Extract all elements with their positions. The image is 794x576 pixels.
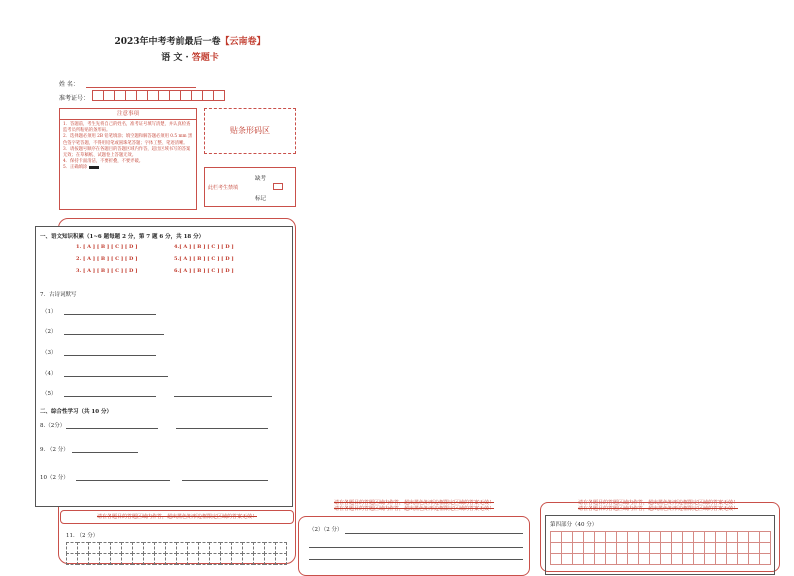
warning-box: [60, 510, 294, 524]
answer-line[interactable]: [76, 480, 170, 481]
warning-text: 请在各题目的答题区域内作答，超出黑色矩形边框限定区域的答案无效！ 请在各题目的答题区域内作答，超出黑色矩形边框限定区域的答案无效！: [577, 500, 738, 512]
answer-line[interactable]: [309, 547, 523, 548]
choice-3[interactable]: 3. [ A ] [ B ] [ C ] [ D ]: [76, 268, 138, 274]
q11-label: 11. （2 分）: [66, 533, 99, 539]
main-answer-box: [35, 226, 293, 507]
section2-heading: 二、综合性学习（共 10 分）: [40, 409, 112, 415]
choice-4[interactable]: 4.[ A ] [ B ] [ C ] [ D ]: [174, 244, 234, 250]
choice-2[interactable]: 2. [ A ] [ B ] [ C ] [ D ]: [76, 256, 138, 262]
notice-item: 5．正确填涂: [63, 165, 193, 171]
absent-left-label: 此栏考生禁填: [208, 185, 239, 191]
composition-grid[interactable]: [550, 531, 770, 564]
absent-label-bottom: 标记: [255, 196, 267, 202]
part4-box: [545, 515, 775, 575]
choice-6[interactable]: 6.[ A ] [ B ] [ C ] [ D ]: [174, 268, 234, 274]
name-label: 姓 名：: [59, 81, 79, 88]
answer-line[interactable]: [64, 355, 156, 356]
answer-line[interactable]: [345, 533, 523, 534]
blank-label: （3）: [42, 350, 57, 356]
name-field[interactable]: [86, 87, 196, 88]
q10-label: 10（2 分）: [40, 475, 69, 481]
subject-text: 语 文 ·: [161, 53, 192, 63]
blank-label: （2）: [42, 329, 57, 335]
page-subtitle: [0, 50, 380, 63]
answer-line[interactable]: [64, 314, 156, 315]
q9-label: 9. （2 分）: [40, 447, 69, 453]
part4-label: 第四部分（40 分）: [550, 522, 598, 528]
answer-line[interactable]: [66, 428, 158, 429]
notice-item: 3．请按题号顺序在各题目的答题区域内作答，超出区域书写的答案无效；在草稿纸、试题卷上答题无效。: [63, 146, 191, 159]
answer-line[interactable]: [64, 396, 156, 397]
answer-line[interactable]: [174, 396, 272, 397]
notice-item: 4．保持卡面清洁，不要折叠，不要弄破。: [63, 159, 144, 165]
q8-label: 8.（2分）: [40, 423, 66, 429]
blank-label: （5）: [42, 391, 57, 397]
id-boxes[interactable]: [92, 90, 224, 101]
notice-box: [59, 108, 197, 210]
choice-5[interactable]: 5.[ A ] [ B ] [ C ] [ D ]: [174, 256, 234, 262]
blank-label: （4）: [42, 371, 57, 377]
id-label: 准考证号：: [59, 95, 90, 102]
blank-label: （1）: [42, 309, 57, 315]
title-text: 2023年中考考前最后一卷: [114, 37, 221, 47]
filled-mark-icon: [89, 166, 99, 169]
answer-line[interactable]: [176, 428, 268, 429]
notice-item: 2．选择题必须用 2B 铅笔填涂；填空题和解答题必须用 0.5 mm 黑色签字笔答题，不得用铅笔或圆珠笔答题；字体工整、笔迹清晰。: [63, 134, 193, 146]
absent-box: [204, 167, 296, 207]
q2-panel: [298, 516, 530, 576]
answer-line[interactable]: [72, 452, 138, 453]
page-title: [0, 34, 380, 47]
section1-heading: 一、语文知识积累（1~6 题每题 2 分，第 7 题 6 分，共 18 分）: [40, 234, 205, 240]
answer-line[interactable]: [64, 334, 164, 335]
barcode-area: 贴条形码区: [204, 108, 296, 154]
q2-label: （2）（2 分）: [309, 527, 343, 533]
q11-writing-grid[interactable]: [66, 542, 286, 564]
answer-line[interactable]: [64, 376, 168, 377]
answer-line[interactable]: [182, 480, 268, 481]
absent-checkbox[interactable]: [273, 183, 283, 190]
notice-list: [60, 120, 196, 172]
warning-text: 请在各题目的答题区域内作答，超出黑色矩形边框限定区域的答案无效！: [96, 514, 257, 520]
q7-label: 7．古诗词默写: [40, 292, 77, 298]
warning-text: 请在各题目的答题区域内作答，超出黑色矩形边框限定区域的答案无效！ 请在各题目的答题区域内作答，超出黑色矩形边框限定区域的答案无效！: [333, 500, 494, 512]
choice-1[interactable]: 1. [ A ] [ B ] [ C ] [ D ]: [76, 244, 138, 250]
absent-label-top: 缺考: [255, 176, 267, 182]
title-tag: 【云南卷】: [220, 37, 266, 47]
answer-line[interactable]: [309, 559, 523, 560]
notice-item: 1．答题前，考生先将自己的姓名，准考证号填写清楚，并认真检查监考员所粘贴的条形码。: [63, 122, 191, 134]
subject-tag: 答题卡: [191, 53, 219, 63]
notice-heading: 注意事项: [60, 109, 196, 120]
